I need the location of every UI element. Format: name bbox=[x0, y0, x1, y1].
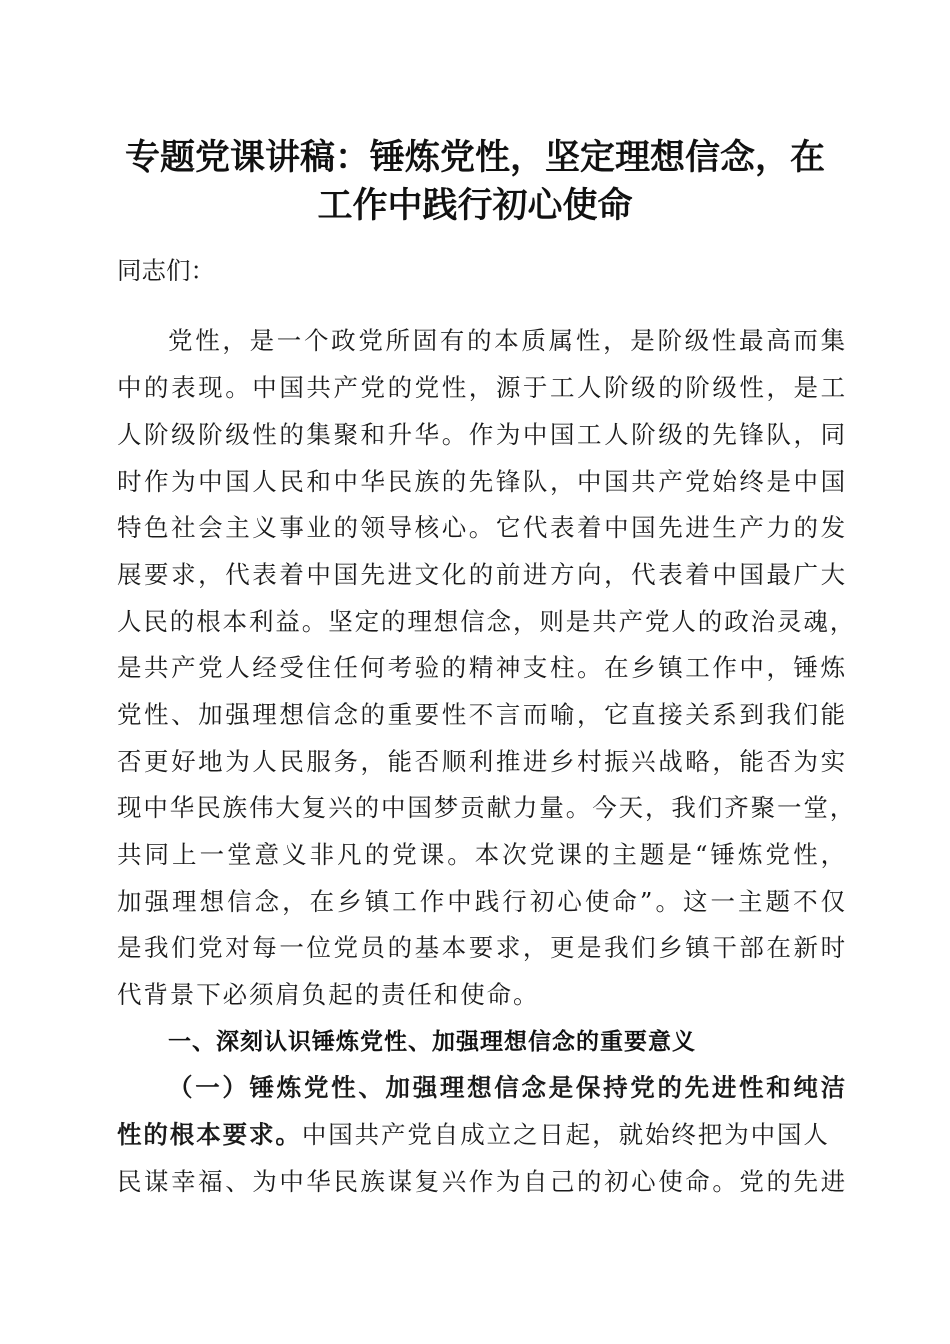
paragraph-line: 加强理想信念，在乡镇工作中践行初心使命”。这一主题不仅 bbox=[117, 887, 847, 916]
subsection-heading-line: （一）锤炼党性、加强理想信念是保持党的先进性和纯洁 bbox=[168, 1073, 847, 1102]
subsection-line: 民谋幸福、为中华民族谋复兴作为自己的初心使命。党的先进 bbox=[117, 1167, 847, 1196]
paragraph-line: 共同上一堂意义非凡的党课。本次党课的主题是“锤炼党性， bbox=[117, 840, 847, 869]
document-title-line-1: 专题党课讲稿：锤炼党性，坚定理想信念，在 bbox=[124, 137, 825, 178]
paragraph-line: 党性、加强理想信念的重要性不言而喻，它直接关系到我们能 bbox=[117, 700, 847, 729]
paragraph-line: 党性，是一个政党所固有的本质属性，是阶级性最高而集 bbox=[168, 326, 847, 355]
paragraph-line: 中的表现。中国共产党的党性，源于工人阶级的阶级性，是工 bbox=[117, 373, 847, 402]
paragraph-line: 特色社会主义事业的领导核心。它代表着中国先进生产力的发 bbox=[117, 513, 847, 542]
subsection-heading-end: 性的根本要求。 bbox=[117, 1120, 302, 1149]
section-heading: 一、深刻认识锤炼党性、加强理想信念的重要意义 bbox=[168, 1029, 696, 1055]
paragraph-line: 代背景下必须肩负起的责任和使命。 bbox=[117, 980, 540, 1009]
salutation: 同志们： bbox=[117, 256, 215, 285]
document-title-line-2: 工作中践行初心使命 bbox=[317, 185, 633, 226]
paragraph-line: 人阶级阶级性的集聚和升华。作为中国工人阶级的先锋队，同 bbox=[117, 420, 847, 449]
paragraph-line: 否更好地为人民服务，能否顺利推进乡村振兴战略，能否为实 bbox=[117, 747, 847, 776]
paragraph-line: 是共产党人经受住任何考验的精神支柱。在乡镇工作中，锤炼 bbox=[117, 653, 847, 682]
paragraph-line: 现中华民族伟大复兴的中国梦贡献力量。今天，我们齐聚一堂， bbox=[117, 793, 857, 822]
paragraph-line: 人民的根本利益。坚定的理想信念，则是共产党人的政治灵魂， bbox=[117, 607, 857, 636]
subsection-body-start: 中国共产党自成立之日起，就始终把为中国人 bbox=[301, 1120, 830, 1149]
subsection-line bbox=[117, 1113, 830, 1157]
paragraph-line: 是我们党对每一位党员的基本要求，更是我们乡镇干部在新时 bbox=[117, 933, 847, 962]
paragraph-line: 时作为中国人民和中华民族的先锋队，中国共产党始终是中国 bbox=[117, 467, 847, 496]
paragraph-line: 展要求，代表着中国先进文化的前进方向，代表着中国最广大 bbox=[117, 560, 847, 589]
